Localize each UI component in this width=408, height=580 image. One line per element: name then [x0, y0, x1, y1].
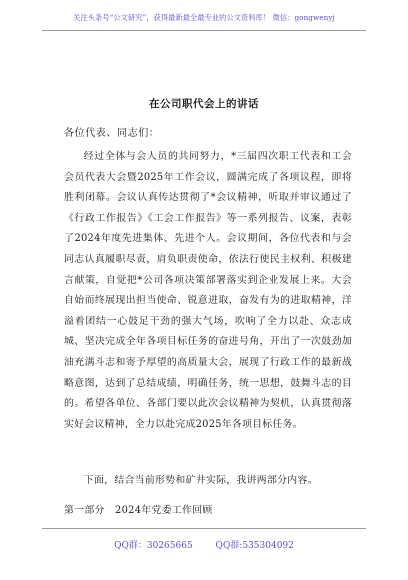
body-paragraph: 经过全体与会人员的共同努力，*三届四次职工代表和工会会员代表大会暨2025年工作会议，圆满完成了各项议程，即将胜利闭幕。会议认真传达贯彻了*会议精神，听取并审议通过了《行政工作报告》《工会工作报告》等一系列报告、议案，表彰了2024年度先进集体、先进个人。会议期间，各位代表和与会同志认真履职尽责，肩负职责使命，依法行使民主权利、积极建言献策，自觉把*公司各项决策部署落实到企业发展上来。大会自始而终展现出担当使命、锐意进取，奋发有为的进取精神，洋溢着团结一心鼓足干劲的强大气场，吹响了全力以赴、众志成城、坚决完成全年各项目标任务的奋进号角，开出了一次鼓劲加油充满斗志和寄予厚望的高质量大会，展现了行政工作的最新战略意图，达到了总结成绩，明确任务，统一思想，鼓舞斗志的目的。希望各单位、各部门要以此次会议精神为契机，认真贯彻落实好会议精神，全力以赴完成2025年各项目标任务。: [64, 151, 352, 430]
header-divider: [42, 30, 366, 31]
section-heading: 第一部分 2024年党委工作回顾: [64, 505, 213, 516]
document-title: 在公司职代会上的讲话: [149, 98, 259, 110]
body-paragraph: 下面，结合当前形势和矿井实际，我讲两部分内容。: [83, 475, 318, 486]
header-promo-note: 关注头条号“公文研究”，获得最新最全最专业的公文资料库！ 微信：gongwenyj: [73, 13, 335, 22]
footer-contact: QQ群：30265665 QQ群:535304092: [114, 541, 294, 551]
greeting: 各位代表、同志们：: [64, 128, 160, 139]
footer-divider: [42, 528, 366, 529]
